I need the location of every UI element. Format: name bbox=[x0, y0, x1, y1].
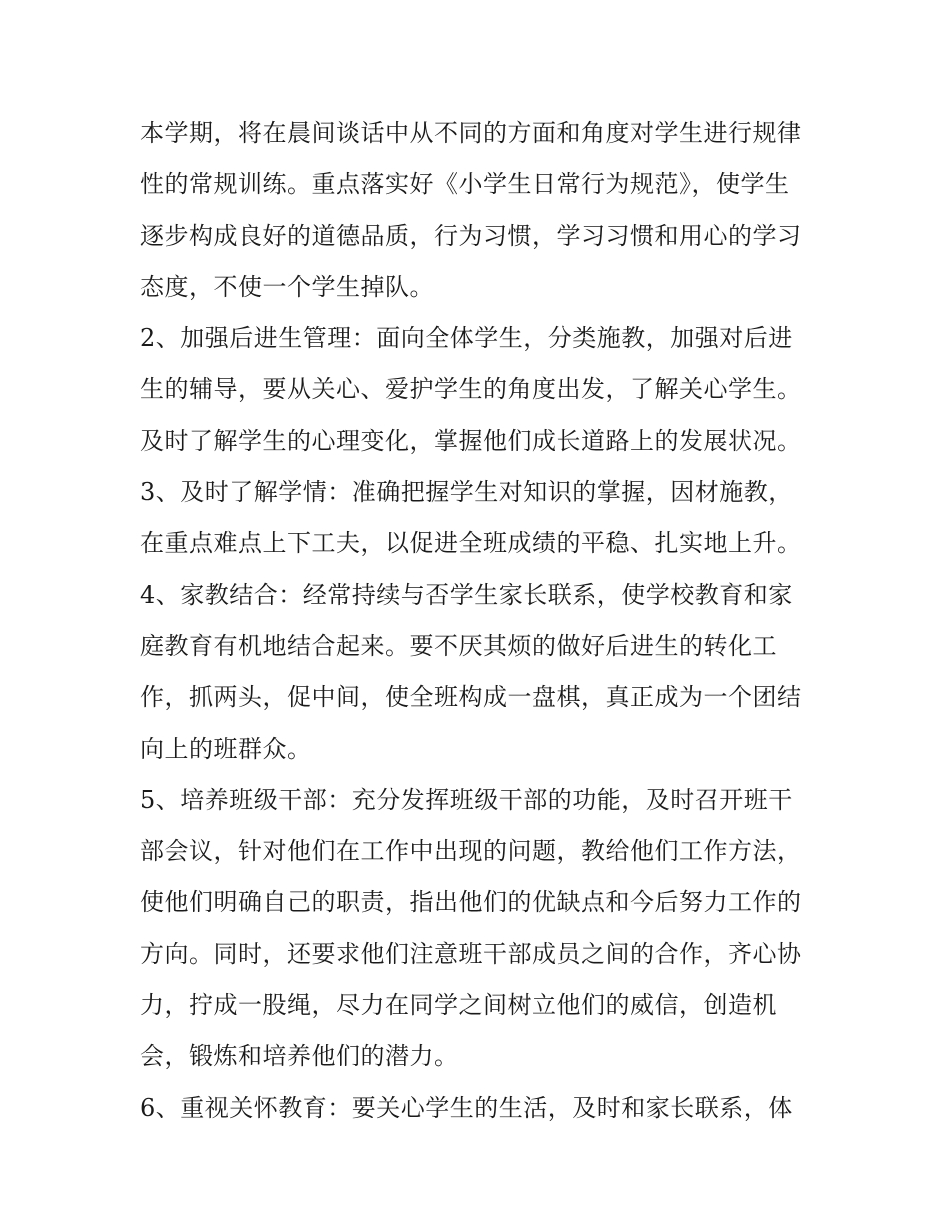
text-line: 会，锻炼和培养他们的潜力。 bbox=[140, 1042, 459, 1071]
text-line: 6、重视关怀教育：要关心学生的生活，及时和家长联系，体 bbox=[140, 1093, 793, 1122]
text-line: 及时了解学生的心理变化，掌握他们成长道路上的发展状况。 bbox=[140, 426, 802, 455]
text-line: 使他们明确自己的职责，指出他们的优缺点和今后努力工作的 bbox=[140, 888, 802, 917]
text-line: 3、及时了解学情：准确把握学生对知识的掌握，因材施教， bbox=[140, 478, 793, 507]
document-body bbox=[140, 108, 820, 1134]
text-line: 方向。同时，还要求他们注意班干部成员之间的合作，齐心协 bbox=[140, 939, 802, 968]
text-line: 力，拧成一股绳，尽力在同学之间树立他们的威信，创造机 bbox=[140, 991, 777, 1020]
text-line: 逐步构成良好的道德品质，行为习惯，学习习惯和用心的学习 bbox=[140, 221, 802, 250]
text-line: 向上的班群众。 bbox=[140, 734, 312, 763]
text-line: 在重点难点上下工夫，以促进全班成绩的平稳、扎实地上升。 bbox=[140, 529, 802, 558]
text-line: 性的常规训练。重点落实好《小学生日常行为规范》，使学生 bbox=[140, 170, 790, 199]
text-line: 部会议，针对他们在工作中出现的问题，教给他们工作方法， bbox=[140, 837, 802, 866]
text-line: 生的辅导，要从关心、爱护学生的角度出发，了解关心学生。 bbox=[140, 375, 802, 404]
text-line: 5、培养班级干部：充分发挥班级干部的功能，及时召开班干 bbox=[140, 785, 793, 814]
text-line: 态度，不使一个学生掉队。 bbox=[140, 272, 434, 301]
text-line: 作，抓两头，促中间，使全班构成一盘棋，真正成为一个团结 bbox=[140, 683, 802, 712]
text-line: 庭教育有机地结合起来。要不厌其烦的做好后进生的转化工 bbox=[140, 631, 777, 660]
text-line: 4、家教结合：经常持续与否学生家长联系，使学校教育和家 bbox=[140, 580, 793, 609]
text-line: 2、加强后进生管理：面向全体学生，分类施教，加强对后进 bbox=[140, 324, 793, 353]
text-line: 本学期，将在晨间谈话中从不同的方面和角度对学生进行规律 bbox=[140, 119, 802, 147]
